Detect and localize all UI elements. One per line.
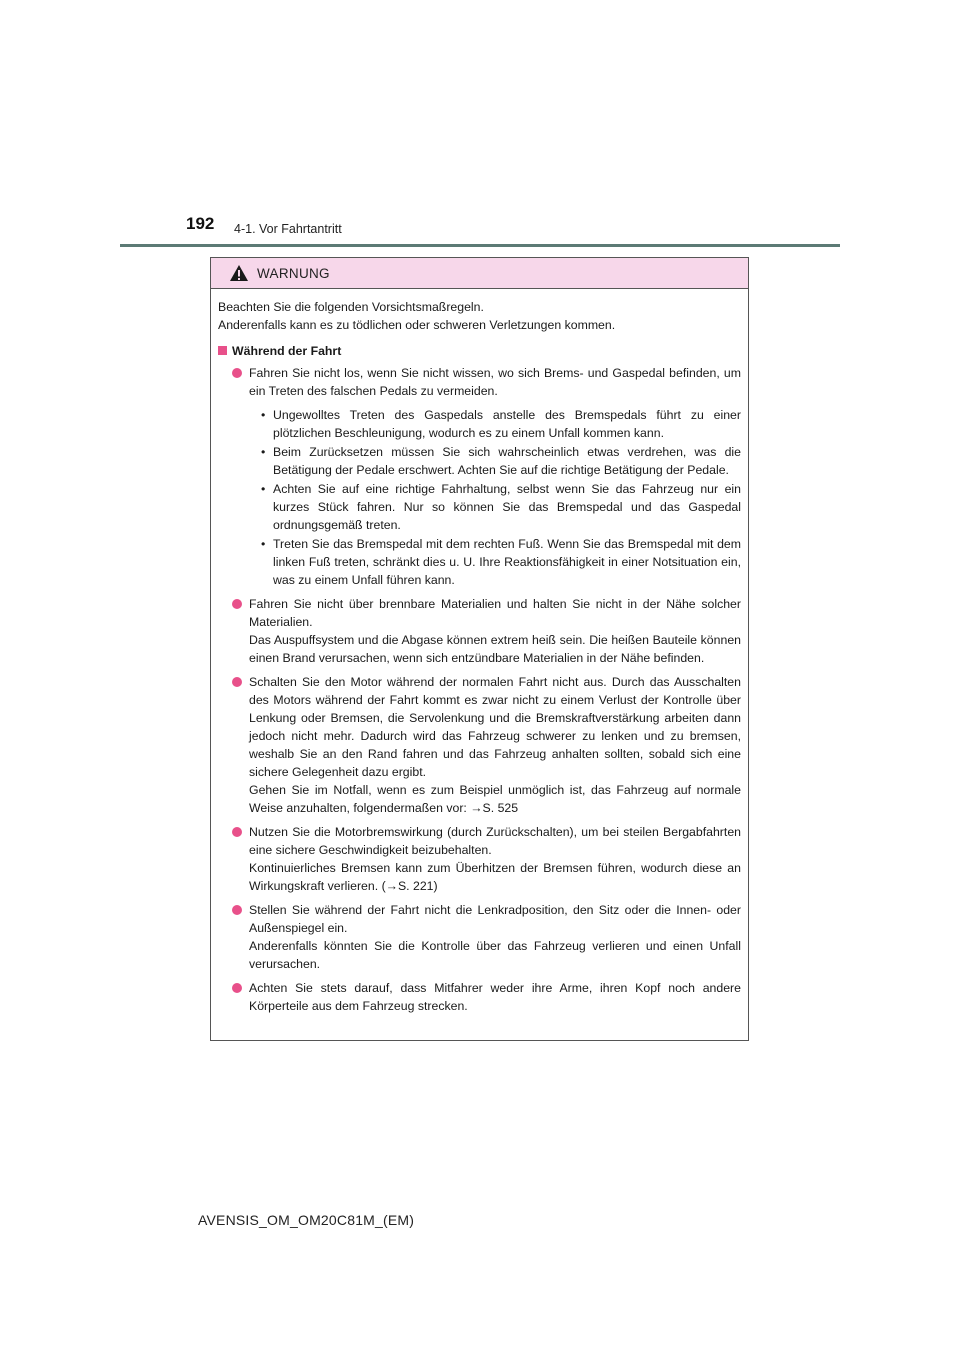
sub-item-text: Ungewolltes Treten des Gaspedals anstelle des Bremspedals führt zu einer plötzlichen Beschleunigung, wodurch es zu einem Unfall kommen kann. [273,408,741,440]
document-code: AVENSIS_OM_OM20C81M_(EM) [198,1212,415,1228]
square-bullet-icon [218,346,227,355]
warning-box [210,257,749,1041]
list-item [231,901,741,973]
sub-item-text: Achten Sie auf eine richtige Fahrhaltung, selbst wenn Sie das Fahrzeug nur ein kurzes Stück fahren. Nur so können Sie das Bremspedal und das Gaspedal ordnungsgemäß treten. [273,482,741,532]
list-item [231,979,741,1015]
round-bullet-icon [232,368,242,378]
list-item [231,595,741,667]
item-paragraph: Stellen Sie während der Fahrt nicht die Lenkradposition, den Sitz oder die Innen- oder Außenspiegel ein. [249,903,741,935]
round-bullet-icon [232,983,242,993]
item-paragraph: Fahren Sie nicht los, wenn Sie nicht wissen, wo sich Brems- und Gaspedal befinden, um ein Treten des falschen Pedals zu vermeiden. [249,366,741,398]
intro-line-1: Beachten Sie die folgenden Vorsichtsmaßregeln. [218,300,484,314]
item-paragraph: Anderenfalls könnten Sie die Kontrolle über das Fahrzeug verlieren und einen Unfall verursachen. [249,939,741,971]
item-paragraph: Kontinuierliches Bremsen kann zum Überhitzen der Bremsen führen, wodurch diese an Wirkungskraft verlieren. (→S. 221) [249,861,741,893]
round-bullet-icon [232,599,242,609]
item-paragraph: Fahren Sie nicht über brennbare Materialien und halten Sie nicht in der Nähe solcher Materialien. [249,597,741,629]
section-title: 4-1. Vor Fahrtantritt [234,222,342,236]
warning-triangle-icon [229,264,249,282]
dot-mark: • [261,408,266,422]
warning-header [211,258,748,289]
item-paragraph: Gehen Sie im Notfall, wenn es zum Beispiel unmöglich ist, das Fahrzeug auf normale Weise anzuhalten, folgendermaßen vor: →S. 525 [249,783,741,815]
round-bullet-icon [232,827,242,837]
warning-title: WARNUNG [257,265,330,281]
subheading [218,342,741,360]
item-paragraph: Das Auspuffsystem und die Abgase können extrem heiß sein. Die heißen Bauteile können einen Brand verursachen, wenn sich entzündbare Materialien in der Nähe befinden. [249,633,741,665]
header-divider [120,244,840,247]
sub-list [249,406,741,589]
page-number: 192 [186,214,215,233]
warning-intro [218,298,741,334]
item-paragraph: Achten Sie stets darauf, dass Mitfahrer weder ihre Arme, ihren Kopf noch andere Körperteile aus dem Fahrzeug strecken. [249,981,741,1013]
round-bullet-icon [232,677,242,687]
sub-item-text: Beim Zurücksetzen müssen Sie sich wahrscheinlich etwas verdrehen, was die Betätigung der Pedale erschwert. Achten Sie auf die richtige Betätigung der Pedale. [273,445,741,477]
item-paragraph: Nutzen Sie die Motorbremswirkung (durch Zurückschalten), um bei steilen Bergabfahrten eine sichere Geschwindigkeit beizubehalten. [249,825,741,857]
item-paragraph: Schalten Sie den Motor während der normalen Fahrt nicht aus. Durch das Ausschalten des Motors während der Fahrt kommt es zwar nicht zu einem Verlust der Kontrolle über Lenkung oder Bremsen, die Servolenkung und die Bremskraftverstärkung arbeiten dann jedoch nicht mehr. Dadurch wird das Fahrzeug schwerer zu lenken und zu bremsen, weshalb Sie an den Rand fahren und das Fahrzeug anhalten sollten, sobald sich eine sichere Gelegenheit dazu ergibt. [249,675,741,779]
warning-items [218,364,741,1015]
dot-mark: • [261,482,266,496]
round-bullet-icon [232,905,242,915]
sub-list-item [261,480,741,534]
sub-item-text: Treten Sie das Bremspedal mit dem rechten Fuß. Wenn Sie das Bremspedal mit dem linken Fuß treten, schränkt dies u. U. Ihre Reaktionsfähigkeit in einer Notsituation ein, was zu einem Unfall führen kann. [273,537,741,587]
dot-mark: • [261,445,266,459]
sub-list-item [261,443,741,479]
list-item [231,364,741,589]
dot-mark: • [261,537,266,551]
sub-list-item [261,406,741,442]
intro-line-2: Anderenfalls kann es zu tödlichen oder schweren Verletzungen kommen. [218,318,616,332]
list-item [231,823,741,895]
warning-body [211,289,748,1015]
subheading-label: Während der Fahrt [232,344,342,358]
list-item [231,673,741,817]
sub-list-item [261,535,741,589]
